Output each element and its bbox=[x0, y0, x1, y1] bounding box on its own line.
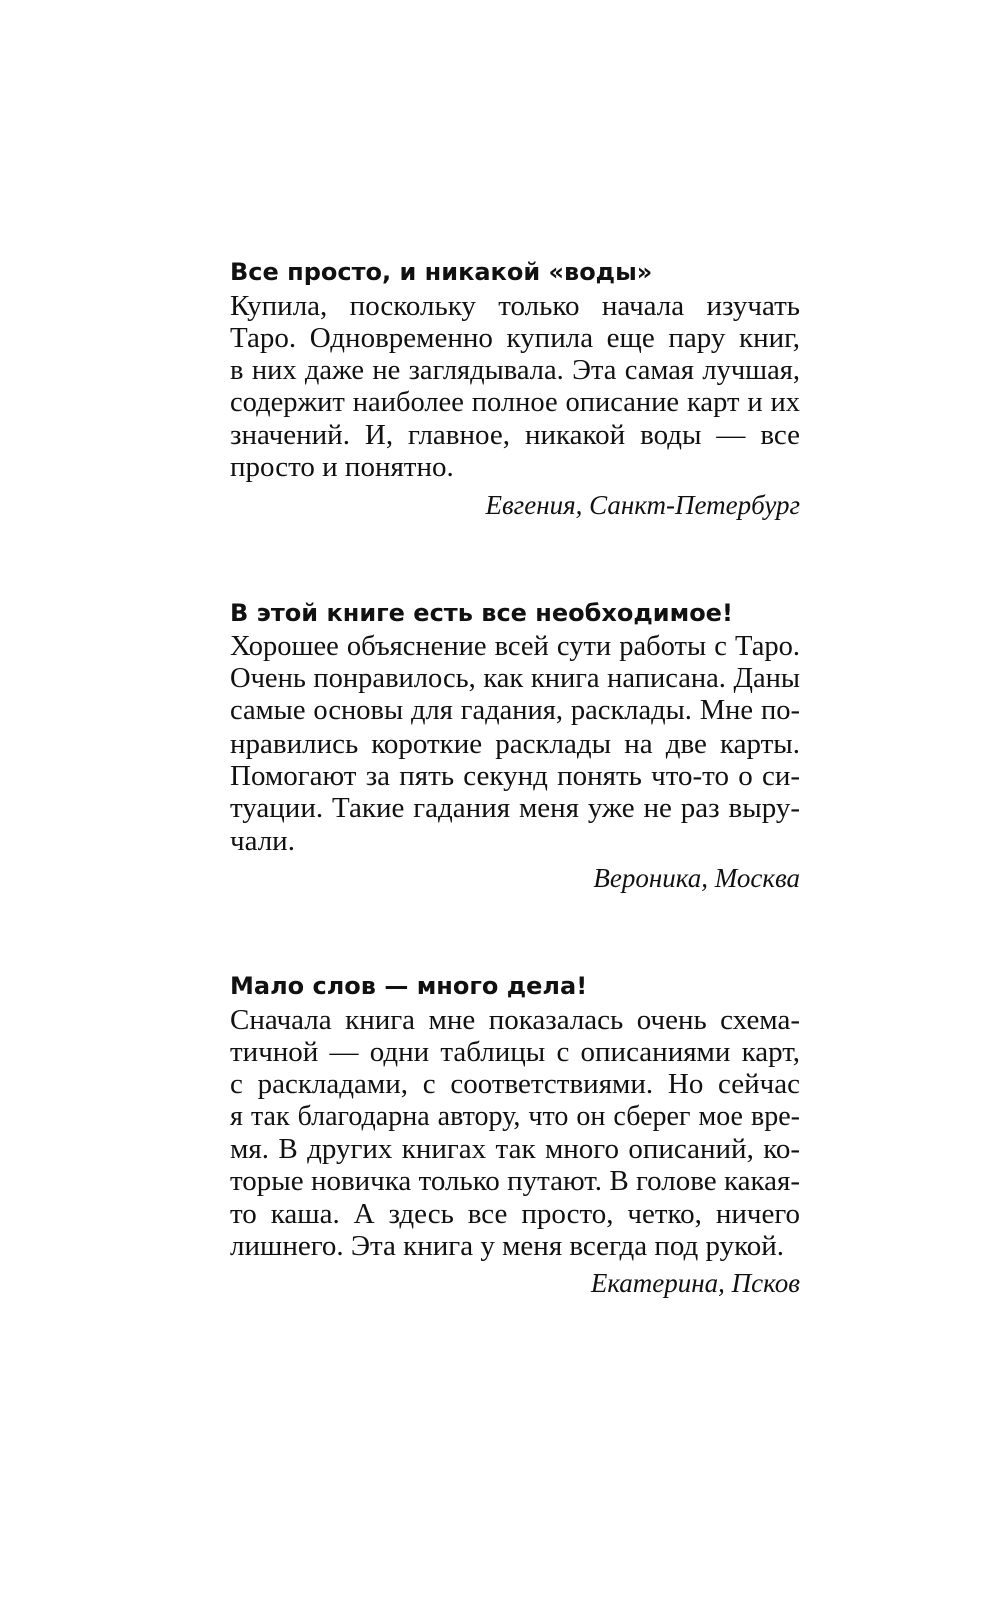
text-line: торые новичка только путают. В голове какая- bbox=[230, 1165, 800, 1198]
review-3 bbox=[230, 969, 800, 1302]
text-line: с раскладами, с соответствиями. Но сейчас bbox=[230, 1068, 800, 1101]
text-line: лишнего. Эта книга у меня всегда под рукой. bbox=[230, 1229, 785, 1262]
text-line: значений. И, главное, никакой воды — все bbox=[230, 419, 800, 452]
text-line: в них даже не заглядывала. Эта самая лучшая, bbox=[230, 354, 800, 386]
text-line: тичной — одни таблицы с описаниями карт, bbox=[230, 1036, 800, 1069]
text-line: Сначала книга мне показалась очень схема- bbox=[230, 1003, 800, 1036]
text-line: Очень понравилось, как книга написана. Даны bbox=[230, 663, 800, 695]
review-title: Все просто, и никакой «воды» bbox=[230, 258, 653, 286]
review-author: Вероника, Москва bbox=[593, 862, 800, 893]
reviews-page bbox=[230, 255, 800, 1302]
text-line: Таро. Одновременно купила еще пару книг, bbox=[230, 322, 800, 355]
review-text bbox=[230, 631, 800, 857]
text-line: туации. Такие гадания меня уже не раз выру- bbox=[230, 792, 800, 825]
text-line: Помогают за пять секунд понять что-то о си- bbox=[230, 759, 800, 792]
text-line: то каша. А здесь все просто, четко, ничего bbox=[230, 1197, 800, 1230]
text-line: самые основы для гадания, расклады. Мне по- bbox=[230, 695, 800, 727]
review-author: Евгения, Санкт-Петербург bbox=[485, 489, 800, 520]
review-text bbox=[230, 1004, 800, 1262]
review-author: Екатерина, Псков bbox=[590, 1268, 800, 1299]
review-title: В этой книге есть все необходимое! bbox=[230, 598, 733, 627]
text-line: чали. bbox=[230, 824, 295, 857]
text-line: нравились короткие расклады на две карты. bbox=[230, 727, 800, 760]
text-line: Хорошее объяснение всей сути работы с Таро. bbox=[230, 630, 800, 662]
text-line: мя. В других книгах так много описаний, ко- bbox=[230, 1133, 800, 1166]
text-line: содержит наиболее полное описание карт и их bbox=[230, 386, 800, 418]
review-text bbox=[230, 290, 800, 484]
review-2 bbox=[230, 596, 800, 897]
review-1 bbox=[230, 255, 800, 524]
review-title: Мало слов — много дела! bbox=[230, 971, 588, 1000]
text-line: Купила, поскольку только начала изучать bbox=[230, 290, 800, 322]
text-line: я так благодарна автору, что он сберег мое вре- bbox=[230, 1100, 800, 1132]
text-line: просто и понятно. bbox=[230, 451, 454, 484]
